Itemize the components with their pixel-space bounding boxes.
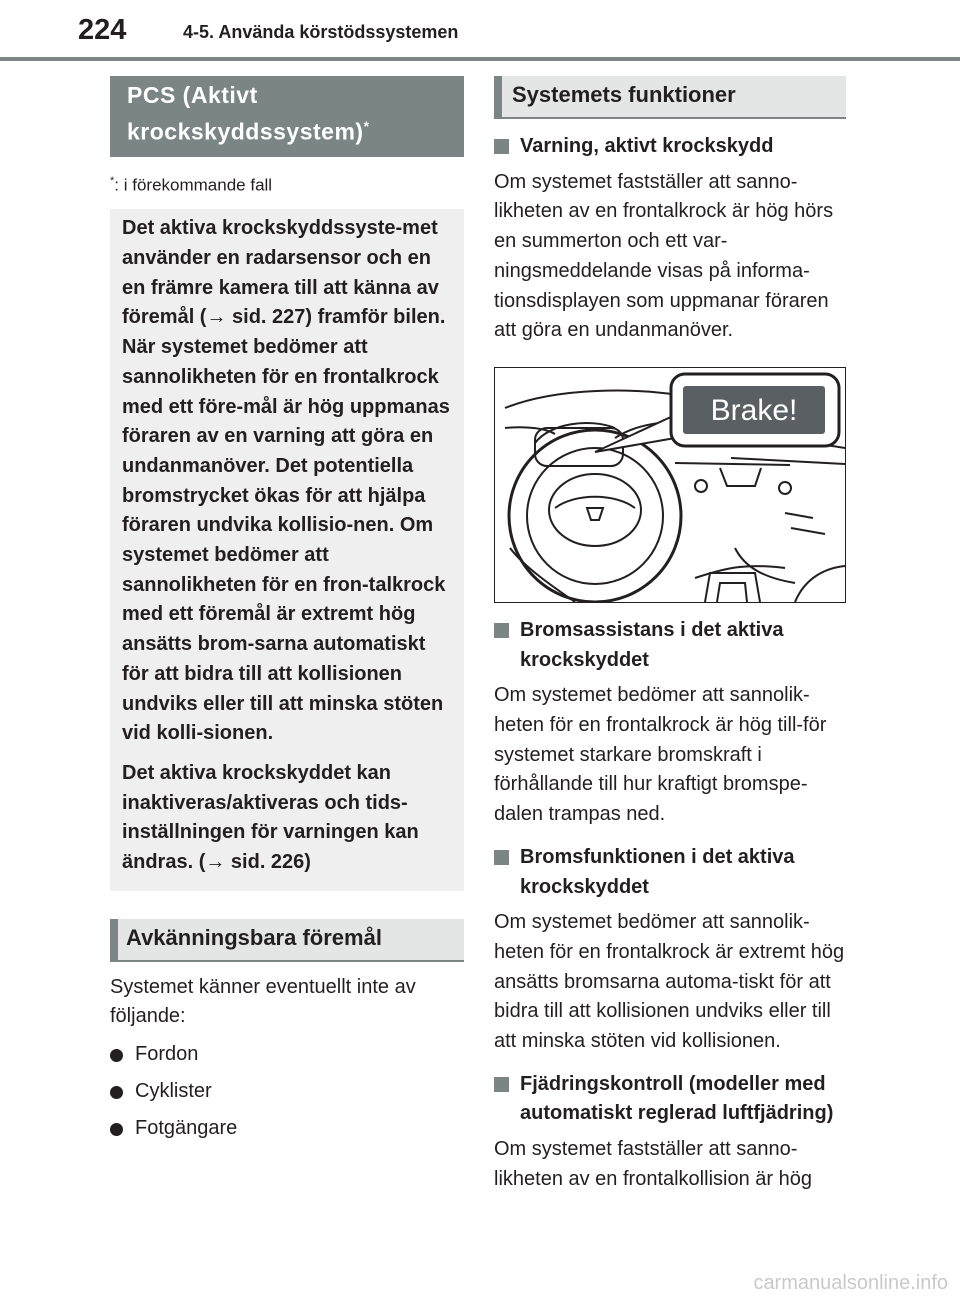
list-item: Fordon bbox=[110, 1040, 464, 1070]
chapter-title: 4-5. Använda körstödssystemen bbox=[183, 22, 459, 42]
section-suspension bbox=[494, 1070, 846, 1195]
section-heading: Bromsassistans i det aktiva krockskyddet bbox=[494, 616, 846, 675]
square-bullet-icon bbox=[494, 850, 509, 865]
bullet-dot-icon bbox=[110, 1086, 123, 1099]
pcs-title-mark: * bbox=[363, 118, 370, 134]
footnote bbox=[110, 175, 464, 196]
dashboard-illustration bbox=[494, 367, 846, 603]
detect-list bbox=[110, 1040, 464, 1143]
info-paragraph-2: Det aktiva krockskyddet kan inaktiveras/aktiveras och tids-inställningen för varningen kan ändras. (→ sid. 226) bbox=[122, 761, 419, 874]
section-body: Om systemet fastställer att sanno-likheten av en frontalkrock är hög hörs en summerton och ett var-ningsmeddelande visas på informa-tionsdisplayen som uppmanar föraren att göra en undanmanöver. bbox=[494, 170, 834, 342]
section-heading: Fjädringskontroll (modeller med automatiskt reglerad luftfjädring) bbox=[494, 1070, 846, 1129]
section-warning bbox=[494, 132, 846, 346]
pcs-title-line1: PCS (Aktivt bbox=[127, 82, 258, 108]
list-item: Fotgängare bbox=[110, 1114, 464, 1144]
page-number: 224 bbox=[78, 14, 127, 46]
footnote-mark: * bbox=[110, 174, 115, 187]
bullet-dot-icon bbox=[110, 1049, 123, 1062]
square-bullet-icon bbox=[494, 1077, 509, 1092]
info-box bbox=[110, 209, 464, 890]
section-body: Om systemet bedömer att sannolik-heten för en frontalkrock är extremt hög ansätts bromsarna automa-tiskt för att bidra till att kollisionen undviks eller till att minska stöten vid kollisionen. bbox=[494, 911, 845, 1053]
pcs-title-line2: krockskyddssystem) bbox=[127, 118, 364, 145]
footnote-text: : i förekommande fall bbox=[114, 175, 273, 195]
section-brake-assist bbox=[494, 616, 846, 830]
list-item: Cyklister bbox=[110, 1077, 464, 1107]
steering-wheel-illustration bbox=[495, 368, 845, 602]
section-body: Om systemet bedömer att sannolik-heten för en frontalkrock är hög till-för systemet starkare bromskraft i förhållande till hur kraftigt bromspe-dalen trampas ned. bbox=[494, 684, 827, 826]
brake-warning-label: Brake! bbox=[710, 393, 798, 427]
watermark: carmanualsonline.info bbox=[753, 1272, 948, 1294]
section-body: Om systemet fastställer att sanno-likheten av en frontalkollision är hög bbox=[494, 1138, 812, 1190]
section-heading: Bromsfunktionen i det aktiva krockskyddet bbox=[494, 843, 846, 902]
square-bullet-icon bbox=[494, 139, 509, 154]
square-bullet-icon bbox=[494, 623, 509, 638]
section-brake-function bbox=[494, 843, 846, 1057]
info-paragraph-1: Det aktiva krockskyddssyste-met använder en radarsensor och en en främre kamera till att känna av föremål (→ sid. 227) framför bilen. När systemet bedömer att sannolikheten för en frontalkrock med ett före-mål är hög uppmanas föraren av en varning att göra en undanmanöver. Det potentiella bromstrycket ökas för att hjälpa föraren undvika kollisio-nen. Om systemet bedömer att sannolikheten för en fron-talkrock med ett föremål är extremt hög ansätts brom-sarna automatiskt för att bidra till att kollisionen undviks eller till att minska stöten vid kolli-sionen. bbox=[122, 217, 450, 745]
page-header bbox=[0, 0, 960, 64]
section-heading: Varning, aktivt krockskydd bbox=[494, 132, 846, 162]
header-rule bbox=[0, 57, 960, 61]
detect-intro: Systemet känner eventuellt inte av följande: bbox=[110, 975, 416, 1028]
right-column bbox=[494, 76, 846, 1195]
pcs-section-title bbox=[110, 76, 464, 157]
bullet-dot-icon bbox=[110, 1123, 123, 1136]
left-column bbox=[110, 76, 464, 1150]
functions-section-title: Systemets funktioner bbox=[494, 76, 846, 119]
detect-section-title: Avkänningsbara föremål bbox=[110, 919, 464, 962]
